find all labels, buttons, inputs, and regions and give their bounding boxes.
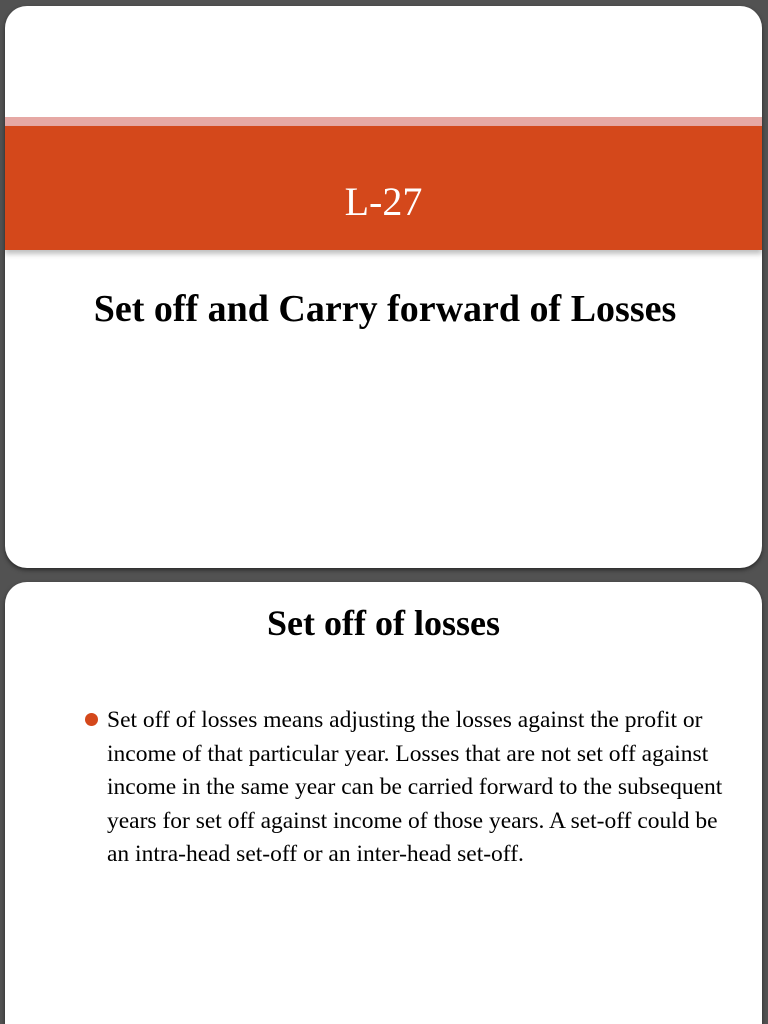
lecture-code: L-27 bbox=[344, 179, 423, 224]
slide-2-title: Set off of losses bbox=[267, 603, 500, 643]
bullet-text: Set off of losses means adjusting the losses against the profit or income of that particular year. Losses that are not set off against income in the same year can be carried forward to the subsequent years for set off against income of those years. A set-off could be an intra-head set-off or an inter-head set-off. bbox=[107, 707, 723, 867]
bullet-dot-icon bbox=[85, 713, 98, 726]
slide-title bbox=[5, 6, 762, 568]
slide-set-off bbox=[5, 582, 762, 1024]
slide-1-title: Set off and Carry forward of Losses bbox=[93, 288, 677, 330]
